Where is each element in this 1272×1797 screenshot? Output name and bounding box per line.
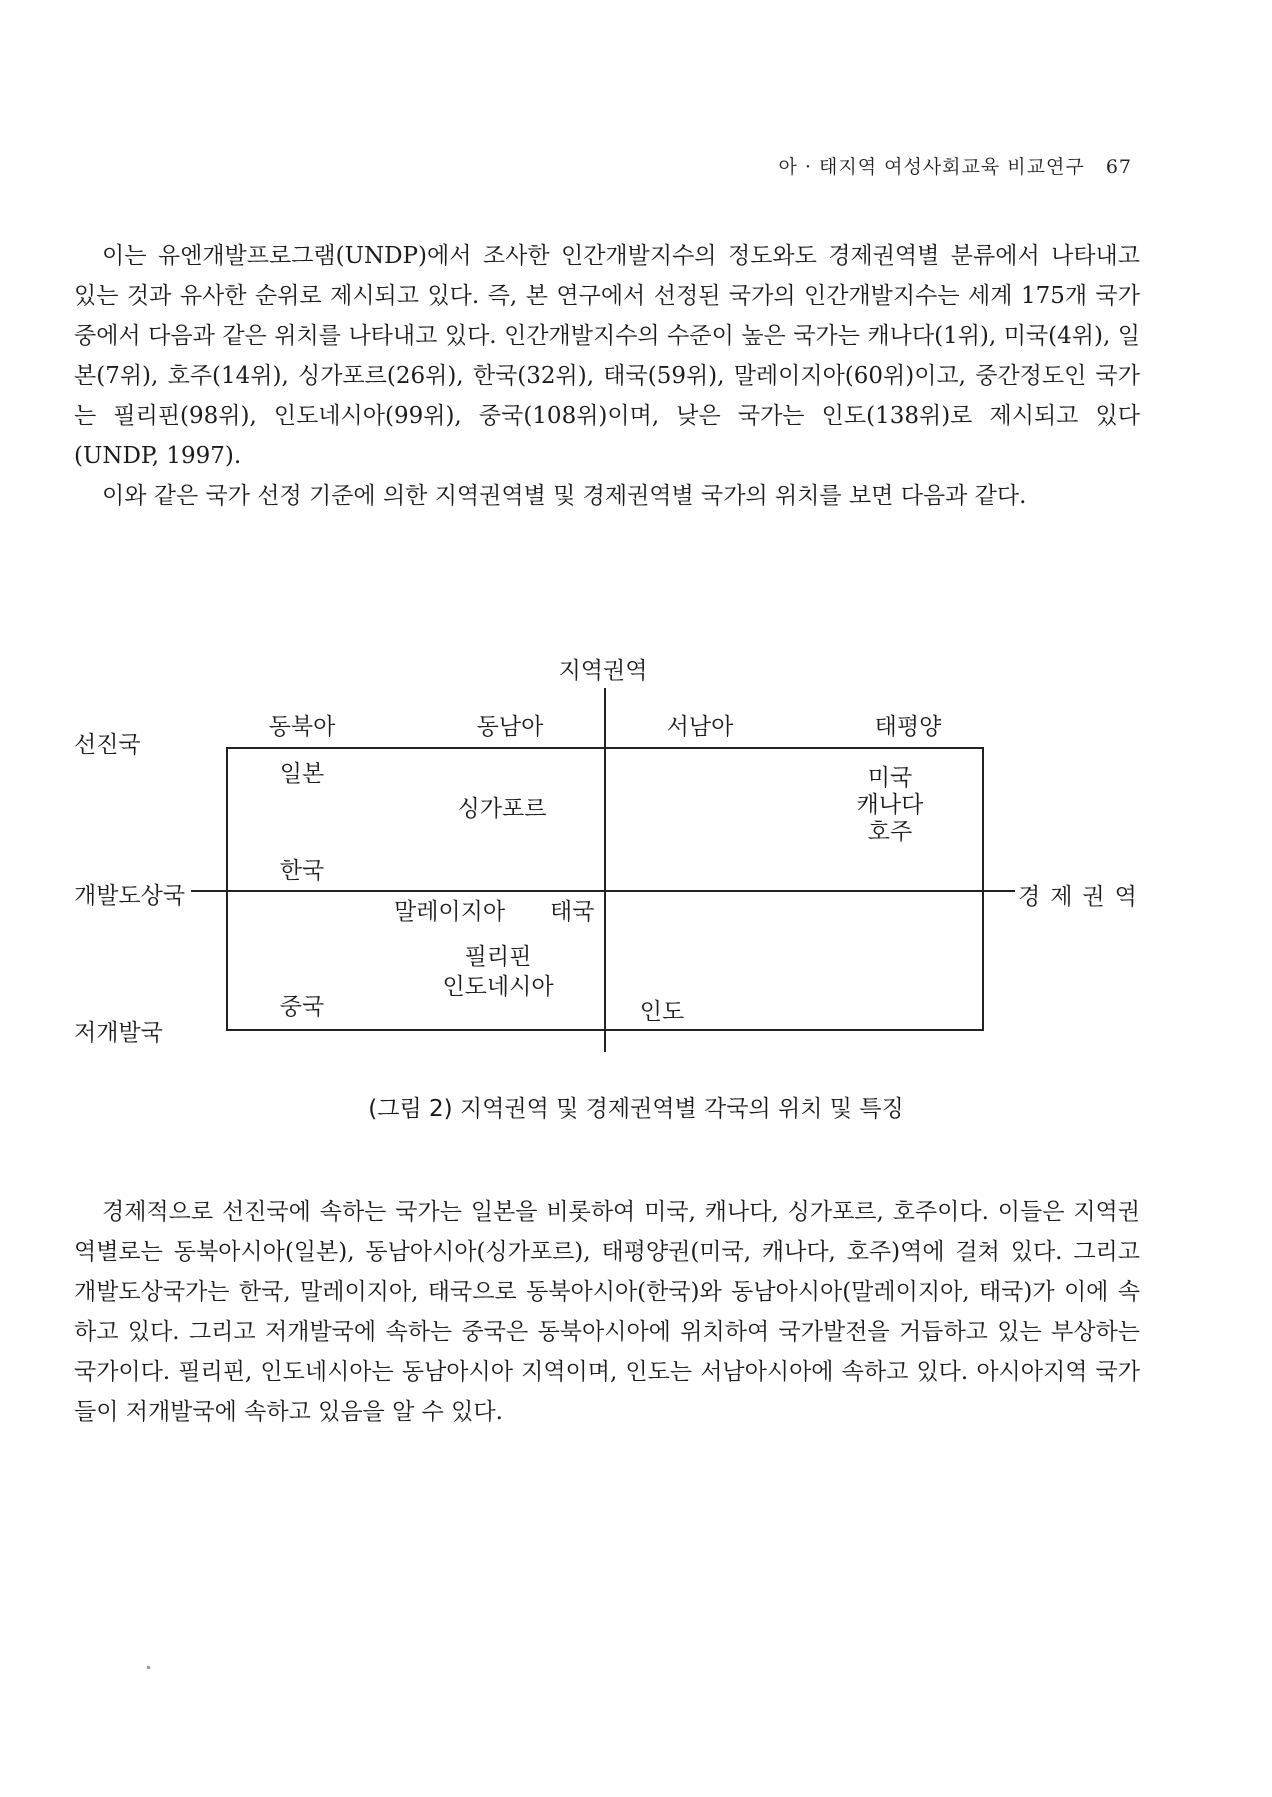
running-title: 아 · 태지역 여성사회교육 비교연구 — [778, 156, 1085, 178]
country-usa: 미국 — [867, 765, 913, 791]
axis-region-label: 지역권역 — [558, 658, 648, 684]
country-australia: 호주 — [867, 819, 913, 845]
country-china: 중국 — [279, 994, 325, 1020]
country-philippines: 필리핀 — [464, 944, 532, 970]
row-label-developing: 개발도상국 — [74, 883, 186, 909]
frame-top-line — [226, 747, 984, 749]
page-number: 67 — [1105, 156, 1132, 178]
scan-speck — [147, 1666, 150, 1669]
row-label-developed: 선진국 — [74, 732, 141, 758]
row-label-least-developed: 저개발국 — [74, 1020, 163, 1046]
frame-bottom-line — [226, 1029, 984, 1031]
paragraph: 이는 유엔개발프로그램(UNDP)에서 조사한 인간개발지수의 정도와도 경제권역별 분류에서 나타내고 있는 것과 유사한 순위로 제시되고 있다. 즉, 본 연구에서 선정된 국가의 인간개발지수는 세계 175개 국가중에서 다음과 같은 위치를 나타내고 있다. 인간개발지수의 수준이 높은 국가는 캐나다(1위), 미국(4위), 일본(7위), 호주(14위), 싱가포르(26위), 한국(32위), 태국(59위), 말레이지아(60위)이고, 중간정도인 국가는 필리핀(98위), 인도네시아(99위), 중국(108위)이며, 낮은 국가는 인도(138위)로 제시되고 있다 (UNDP, 1997). — [74, 243, 1140, 469]
country-singapore: 싱가포르 — [457, 796, 547, 822]
country-indonesia: 인도네시아 — [442, 974, 554, 1000]
body-text-after-figure — [74, 1192, 1140, 1432]
country-thailand: 태국 — [550, 899, 595, 925]
southeast-asia-least-developed-group — [442, 942, 553, 1002]
economic-axis-line — [191, 890, 1015, 892]
column-header-northeast-asia: 동북아 — [268, 714, 336, 740]
country-japan: 일본 — [279, 761, 325, 787]
country-canada: 캐나다 — [856, 792, 924, 818]
country-korea: 한국 — [279, 858, 325, 884]
column-header-pacific: 태평양 — [874, 714, 942, 740]
country-india: 인도 — [639, 999, 685, 1025]
paragraph: 이와 같은 국가 선정 기준에 의한 지역권역별 및 경제권역별 국가의 위치를 보면 다음과 같다. — [102, 483, 1027, 509]
figure-caption: (그림 2) 지역권역 및 경제권역별 각국의 위치 및 특징 — [368, 1096, 904, 1122]
column-header-southeast-asia: 동남아 — [476, 714, 544, 740]
frame-right-line — [982, 747, 984, 1031]
paragraph: 경제적으로 선진국에 속하는 국가는 일본을 비롯하여 미국, 캐나다, 싱가포르, 호주이다. 이들은 지역권역별로는 동북아시아(일본), 동남아시아(싱가포르), 태평양권(미국, 캐나다, 호주)역에 걸쳐 있다. 그리고 개발도상국가는 한국, 말레이지아, 태국으로 동북아시아(한국)와 동남아시아(말레이지아, 태국)가 이에 속하고 있다. 그리고 저개발국에 속하는 중국은 동북아시아에 위치하여 국가발전을 거듭하고 있는 부상하는 국가이다. 필리핀, 인도네시아는 동남아시아 지역이며, 인도는 서남아시아에 속하고 있다. 아시아지역 국가들이 저개발국에 속하고 있음을 알 수 있다. — [74, 1199, 1140, 1425]
country-malaysia: 말레이지아 — [394, 899, 506, 925]
frame-left-line — [226, 747, 228, 1031]
pacific-developed-group — [857, 765, 924, 846]
body-text-before-figure — [74, 236, 1140, 516]
region-axis-line — [604, 688, 606, 1052]
column-header-southwest-asia: 서남아 — [666, 714, 734, 740]
axis-economic-label: 경제권역 — [1018, 884, 1147, 910]
running-header — [779, 152, 1132, 179]
